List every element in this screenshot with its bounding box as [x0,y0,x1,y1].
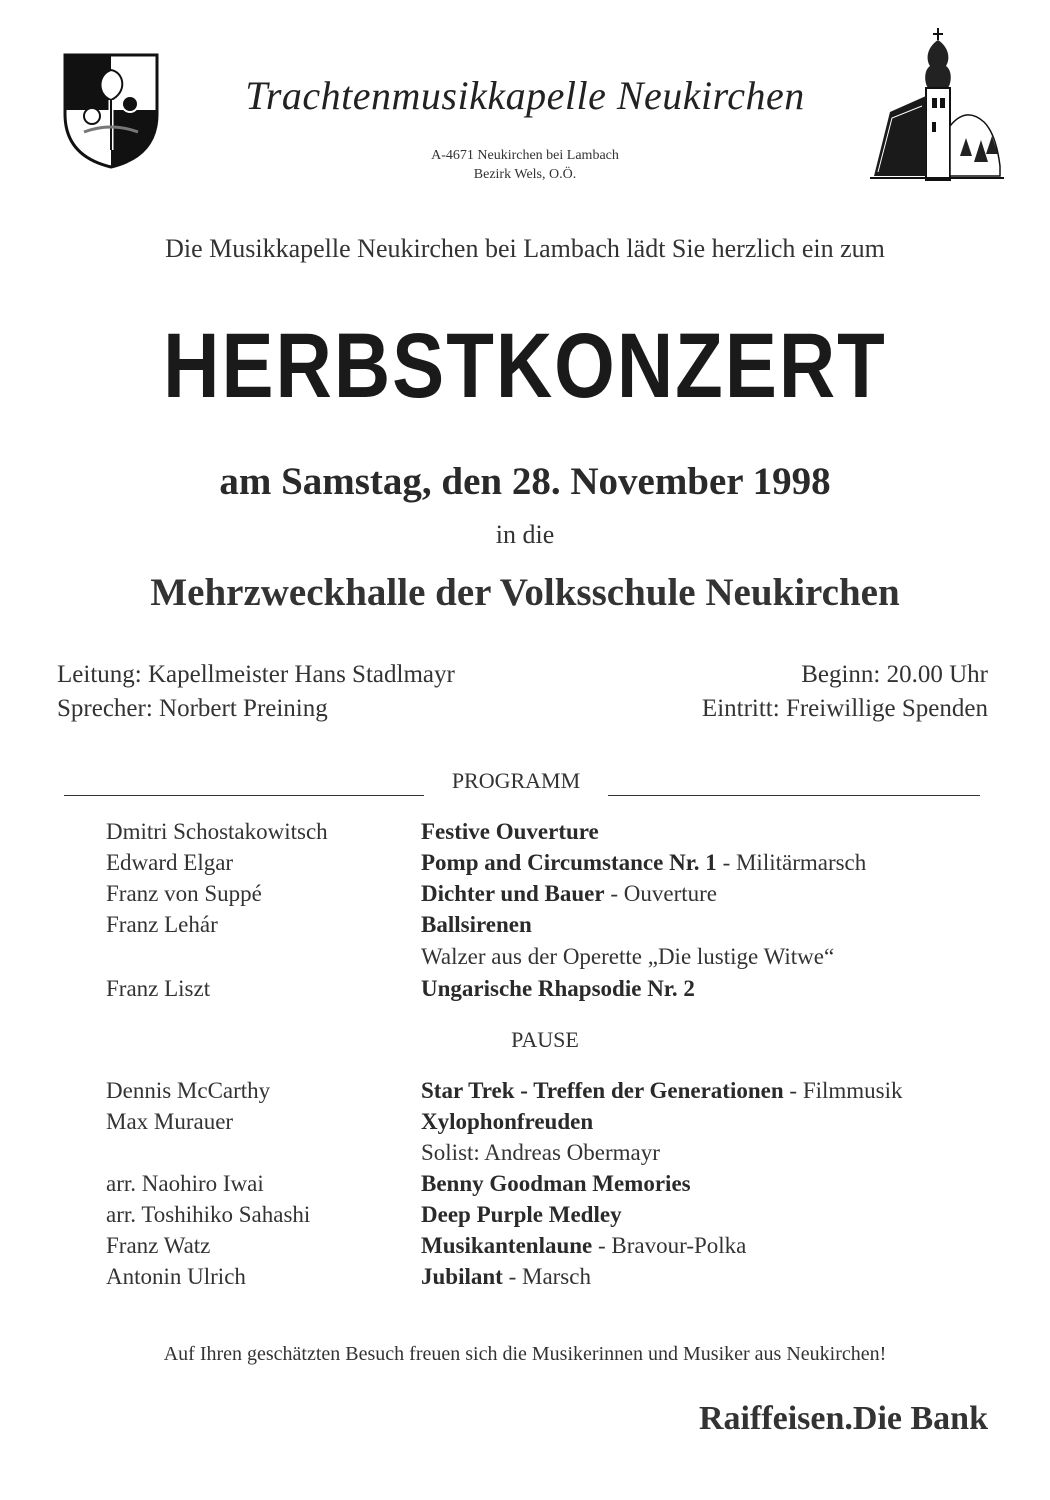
composer-name: Franz von Suppé [106,881,262,906]
work-subtitle: - Filmmusik [783,1078,903,1103]
work-title [421,881,717,907]
composer-name: Max Murauer [106,1109,234,1134]
work-title-bold: Dichter und Bauer [421,881,605,906]
speaker-info: Sprecher: Norbert Preining [57,695,328,722]
concert-date: am Samstag, den 28. November 1998 [219,460,831,503]
work-title [421,944,834,970]
admission-info: Eintritt: Freiwillige Spenden [701,695,988,722]
church-icon [868,26,1006,186]
sponsor-logo-text: Raiffeisen.Die Bank [699,1400,988,1437]
work-subtitle: - Marsch [502,1264,591,1289]
work-title [421,1264,591,1290]
work-subtitle: - Bravour-Polka [592,1233,747,1258]
work-title-bold: Ungarische Rhapsodie Nr. 2 [421,976,695,1001]
program-divider-left [64,795,424,796]
work-subtitle: Solist: Andreas Obermayr [421,1140,660,1165]
program-divider-right [608,795,980,796]
program-item [0,881,1050,912]
coat-of-arms-icon [62,52,160,170]
work-title [421,850,866,876]
composer-name: arr. Naohiro Iwai [106,1171,264,1196]
work-title [421,1233,746,1259]
work-title [421,1140,660,1166]
work-title [421,976,695,1002]
connector-text: in die [495,520,555,549]
work-subtitle: - Militärmarsch [716,850,867,875]
program-item [0,1140,1050,1171]
work-title-bold: Xylophonfreuden [421,1109,594,1134]
work-title-bold: Jubilant [421,1264,503,1289]
organization-title: Trachtenmusikkapelle Neukirchen [245,73,805,118]
invitation-text: Die Musikkapelle Neukirchen bei Lambach lädt Sie herzlich ein zum [165,234,885,263]
work-title [421,912,532,938]
work-title [421,1078,903,1104]
work-subtitle: Walzer aus der Operette „Die lustige Witwe“ [421,944,835,969]
work-title [421,1171,691,1197]
program-item [0,1078,1050,1109]
program-item [0,1109,1050,1140]
composer-name: Dmitri Schostakowitsch [106,819,328,844]
pause-label: PAUSE [511,1027,579,1052]
program-item [0,944,1050,975]
composer-name: Franz Liszt [106,976,211,1001]
program-item [0,1233,1050,1264]
program-item [0,1264,1050,1295]
program-item [0,850,1050,881]
program-item [0,912,1050,943]
program-item [0,819,1050,850]
work-title [421,1109,593,1135]
composer-name: Franz Lehár [106,912,218,937]
work-title-bold: Ballsirenen [421,912,532,937]
program-heading: PROGRAMM [451,768,581,793]
program-item [0,976,1050,1007]
composer-name: Dennis McCarthy [106,1078,271,1103]
work-title-bold: Musikantenlaune [421,1233,593,1258]
work-title-bold: Benny Goodman Memories [421,1171,691,1196]
address-line-1: A-4671 Neukirchen bei Lambach [431,148,619,163]
work-title-bold: Pomp and Circumstance Nr. 1 [421,850,717,875]
work-title-bold: Star Trek - Treffen der Generationen [421,1078,784,1103]
venue-name: Mehrzweckhalle der Volksschule Neukirchen [150,571,900,614]
work-title [421,819,599,845]
work-title-bold: Deep Purple Medley [421,1202,622,1227]
address-line-2: Bezirk Wels, O.Ö. [473,167,577,182]
work-title [421,1202,622,1228]
start-time-info: Beginn: 20.00 Uhr [801,661,988,688]
program-item [0,1171,1050,1202]
closing-message: Auf Ihren geschätzten Besuch freuen sich die Musikerinnen und Musiker aus Neukirchen! [163,1343,887,1365]
composer-name: Edward Elgar [106,850,234,875]
conductor-info: Leitung: Kapellmeister Hans Stadlmayr [57,661,455,688]
work-subtitle: - Ouverture [604,881,717,906]
work-title-bold: Festive Ouverture [421,819,599,844]
composer-name: Franz Watz [106,1233,211,1258]
program-item [0,1202,1050,1233]
composer-name: Antonin Ulrich [106,1264,246,1289]
concert-headline: HERBSTKONZERT [163,313,887,418]
composer-name: arr. Toshihiko Sahashi [106,1202,311,1227]
